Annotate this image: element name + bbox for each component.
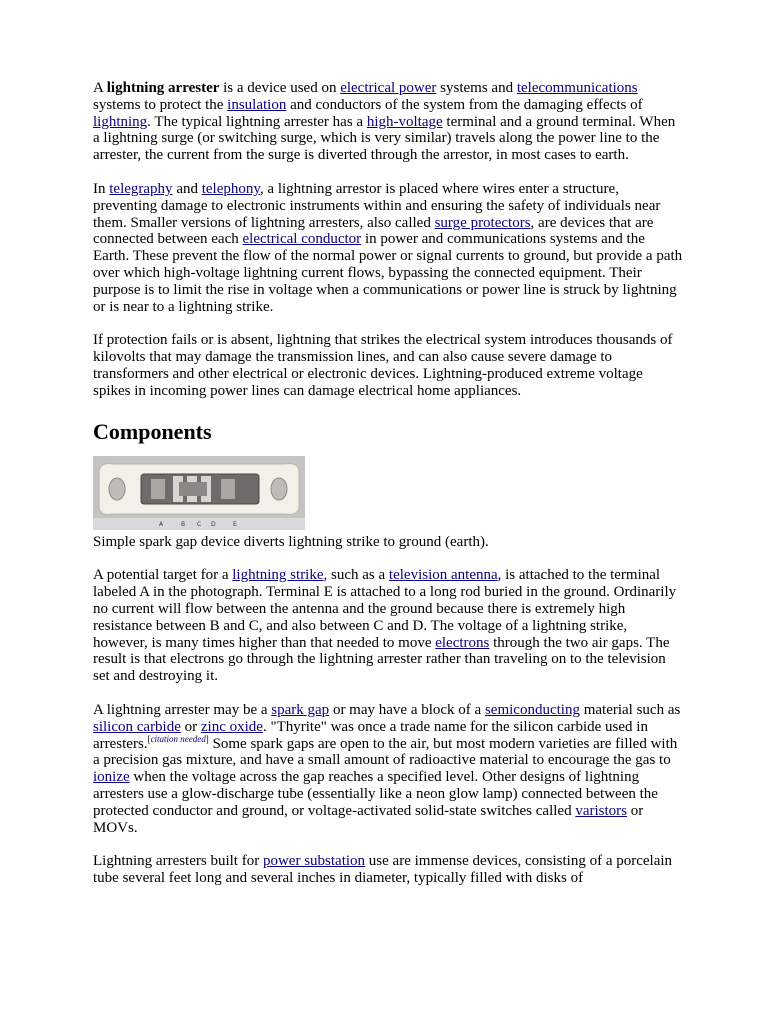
figure-label-c: C — [197, 520, 202, 528]
link-electrical-power[interactable]: electrical power — [340, 80, 437, 96]
text: terminal and a ground terminal. When a lightning surge (or switching surge, which is very similar) travels along the power line to the arrester, the current from the surge is diverted through the arrestor, in most cases to earth. — [93, 113, 676, 164]
link-surge-protectors[interactable]: surge protectors — [434, 214, 531, 231]
figure-label-b: B — [181, 520, 186, 528]
intro-paragraph-3: If protection fails or is absent, lightning that strikes the electrical system introduces thousands of kilovolts that may damage the transmission lines, and can also cause severe damage to transformers and other electrical or electronic devices. Lightning-produced extreme voltage spikes in incoming power lines can damage electrical home appliances. — [93, 332, 673, 399]
link-varistors[interactable]: varistors — [575, 802, 628, 819]
citation-needed — [148, 734, 209, 744]
text: use are immense devices, consisting of a porcelain tube several feet long and several inches in diameter, typically filled with disks of — [93, 853, 673, 887]
text: A — [93, 80, 107, 96]
link-telecommunications[interactable]: telecommunications — [516, 80, 638, 96]
link-silicon-carbide[interactable]: silicon carbide — [93, 718, 181, 735]
text: or — [180, 718, 201, 735]
text: , a lightning arrestor is placed where wires enter a structure, preventing damage to electronic instruments within and ensuring the safety of individuals near them. Smaller versions of lightning arresters, also called — [93, 180, 661, 231]
components-paragraph-3 — [93, 853, 683, 887]
link-telephony[interactable]: telephony — [201, 180, 260, 197]
figure-caption: Simple spark gap device diverts lightning strike to ground (earth). — [93, 533, 489, 550]
components-paragraph-2 — [93, 702, 683, 836]
text: material such as — [579, 701, 681, 718]
text: systems and — [436, 80, 517, 96]
link-television-antenna[interactable]: television antenna — [388, 567, 498, 584]
text: is a device used on — [219, 80, 341, 96]
intro-paragraph-2 — [93, 181, 683, 315]
text: Some spark gaps are open to the air, but most modern varieties are filled with a precision gas mixture, and have a small amount of radioactive material to encourage the gas to — [93, 735, 678, 769]
text: Lightning arresters built for — [93, 853, 263, 870]
link-semiconducting[interactable]: semiconducting — [484, 701, 580, 718]
link-insulation[interactable]: insulation — [227, 96, 287, 113]
figure-label-d: D — [211, 520, 216, 528]
text: , is attached to the terminal labeled A in the photograph. Terminal E is attached to a long rod buried in the ground. Ordinarily no current will flow between the antenna and the ground because there is extremely high resistance between B and C, and also between C and D. The voltage of a lightning strike, however, is many times higher than that needed to move — [93, 567, 677, 651]
link-ionize[interactable]: ionize — [93, 769, 130, 786]
link-zinc-oxide[interactable]: zinc oxide — [200, 718, 263, 735]
text: and conductors of the system from the damaging effects of — [286, 96, 643, 113]
text: . "Thyrite" was once a trade name for the silicon carbide used in arresters. — [93, 718, 648, 752]
text: , are devices that are connected between each — [93, 214, 654, 248]
link-power-substation[interactable]: power substation — [262, 853, 366, 870]
spark-gap-photo — [93, 456, 305, 530]
text: when the voltage across the gap reaches a specified level. Other designs of lightning arresters use a glow-discharge tube (essentially like a neon glow lamp) connected between the protected conductor and ground, or voltage-activated solid-state switches called — [93, 769, 658, 819]
link-telegraphy[interactable]: telegraphy — [109, 180, 173, 197]
figure-label-a: A — [159, 520, 164, 528]
text: [ — [147, 733, 151, 744]
link-high-voltage[interactable]: high-voltage — [366, 113, 443, 130]
text: A lightning arrester may be a — [93, 701, 272, 718]
text: systems to protect the — [93, 96, 228, 113]
text: , such as a — [323, 567, 389, 584]
link-citation-needed[interactable]: citation needed — [150, 733, 206, 744]
text: In — [93, 180, 110, 197]
link-spark-gap[interactable]: spark gap — [271, 701, 330, 718]
section-heading-components: Components — [93, 418, 212, 444]
link-electrons[interactable]: electrons — [435, 634, 490, 651]
figure-label-e: E — [233, 520, 237, 528]
text: in power and communications systems and the Earth. These prevent the flow of the normal power or signal currents to ground, but provide a path over which high-voltage lightning current flows, bypassing the connected equipment. Their purpose is to limit the rise in voltage when a communications or power line is struck by lightning or is near to a lightning strike. — [93, 231, 683, 315]
components-paragraph-1 — [93, 567, 683, 685]
text: or MOVs. — [93, 802, 644, 836]
article-body — [93, 80, 683, 904]
term-bold: lightning arrester — [106, 80, 220, 96]
link-lightning[interactable]: lightning — [93, 113, 148, 130]
text: and — [172, 180, 202, 197]
text: A potential target for a — [93, 567, 233, 584]
link-lightning-strike[interactable]: lightning strike — [232, 567, 324, 584]
intro-paragraph-1 — [93, 80, 683, 164]
text: through the two air gaps. The result is that electrons go through the lightning arrester rather than traveling on to the television set and destroying it. — [93, 634, 670, 685]
text: or may have a block of a — [329, 701, 485, 718]
link-electrical-conductor[interactable]: electrical conductor — [242, 231, 362, 248]
text: ] — [205, 733, 209, 744]
text: . The typical lightning arrester has a — [147, 113, 367, 130]
